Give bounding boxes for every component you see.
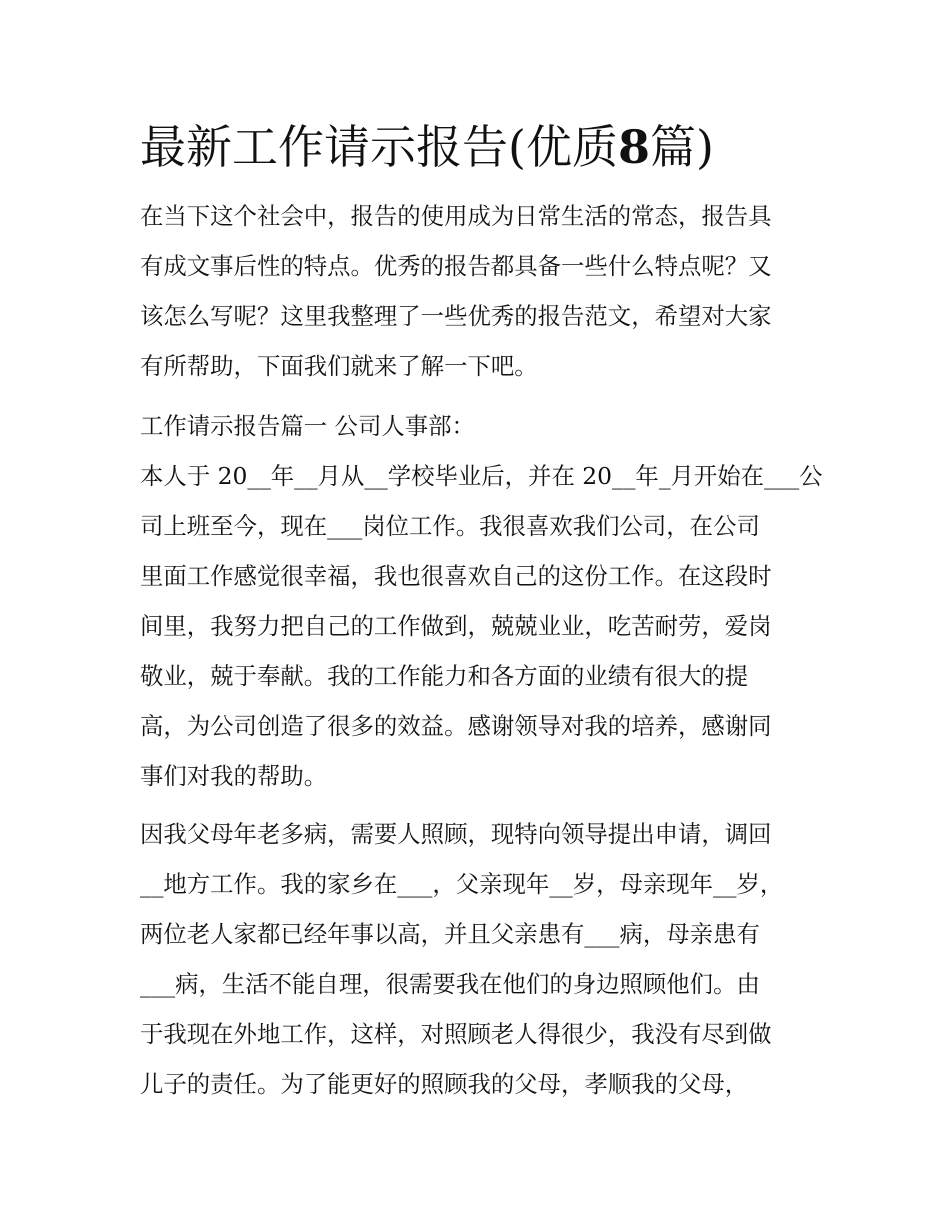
body-line: 高，为公司创造了很多的效益。感谢领导对我的培养，感谢同 [140,712,772,740]
body-line: 里面工作感觉很幸福，我也很喜欢自己的这份工作。在这段时 [140,562,772,590]
body-line: 本人于 20__年__月从__学校毕业后，并在 20__年_月开始在___公 [140,462,823,490]
body-line: 两位老人家都已经年事以高，并且父亲患有___病，母亲患有 [140,920,760,948]
body-line: 间里，我努力把自己的工作做到，兢兢业业，吃苦耐劳，爱岗 [140,612,772,640]
section-heading: 工作请示报告篇一 公司人事部： [140,412,475,440]
body-line: 于我现在外地工作，这样，对照顾老人得很少，我没有尽到做 [140,1020,772,1048]
body-line: 敬业，兢于奉献。我的工作能力和各方面的业绩有很大的提 [140,662,749,690]
body-line: ___病，生活不能自理，很需要我在他们的身边照顾他们。由 [140,970,760,998]
title-number: 8 [617,120,650,174]
body-line: 事们对我的帮助。 [140,762,328,790]
body-line: 因我父母年老多病，需要人照顾，现特向领导提出申请，调回 [140,820,772,848]
body-line: 有成文事后性的特点。优秀的报告都具备一些什么特点呢？又 [140,252,772,280]
title-suffix: 篇) [649,120,714,174]
body-line: 司上班至今，现在___岗位工作。我很喜欢我们公司，在公司 [140,512,760,540]
document-title [140,116,840,178]
body-line: 在当下这个社会中，报告的使用成为日常生活的常态，报告具 [140,202,772,230]
body-line: 儿子的责任。为了能更好的照顾我的父母，孝顺我的父母， [140,1070,749,1098]
body-line: 有所帮助，下面我们就来了解一下吧。 [140,352,538,380]
body-line: __地方工作。我的家乡在___，父亲现年__岁，母亲现年__岁， [140,870,784,898]
title-prefix: 最新工作请示报告(优质 [140,120,618,174]
body-line: 该怎么写呢？这里我整理了一些优秀的报告范文，希望对大家 [140,302,772,330]
